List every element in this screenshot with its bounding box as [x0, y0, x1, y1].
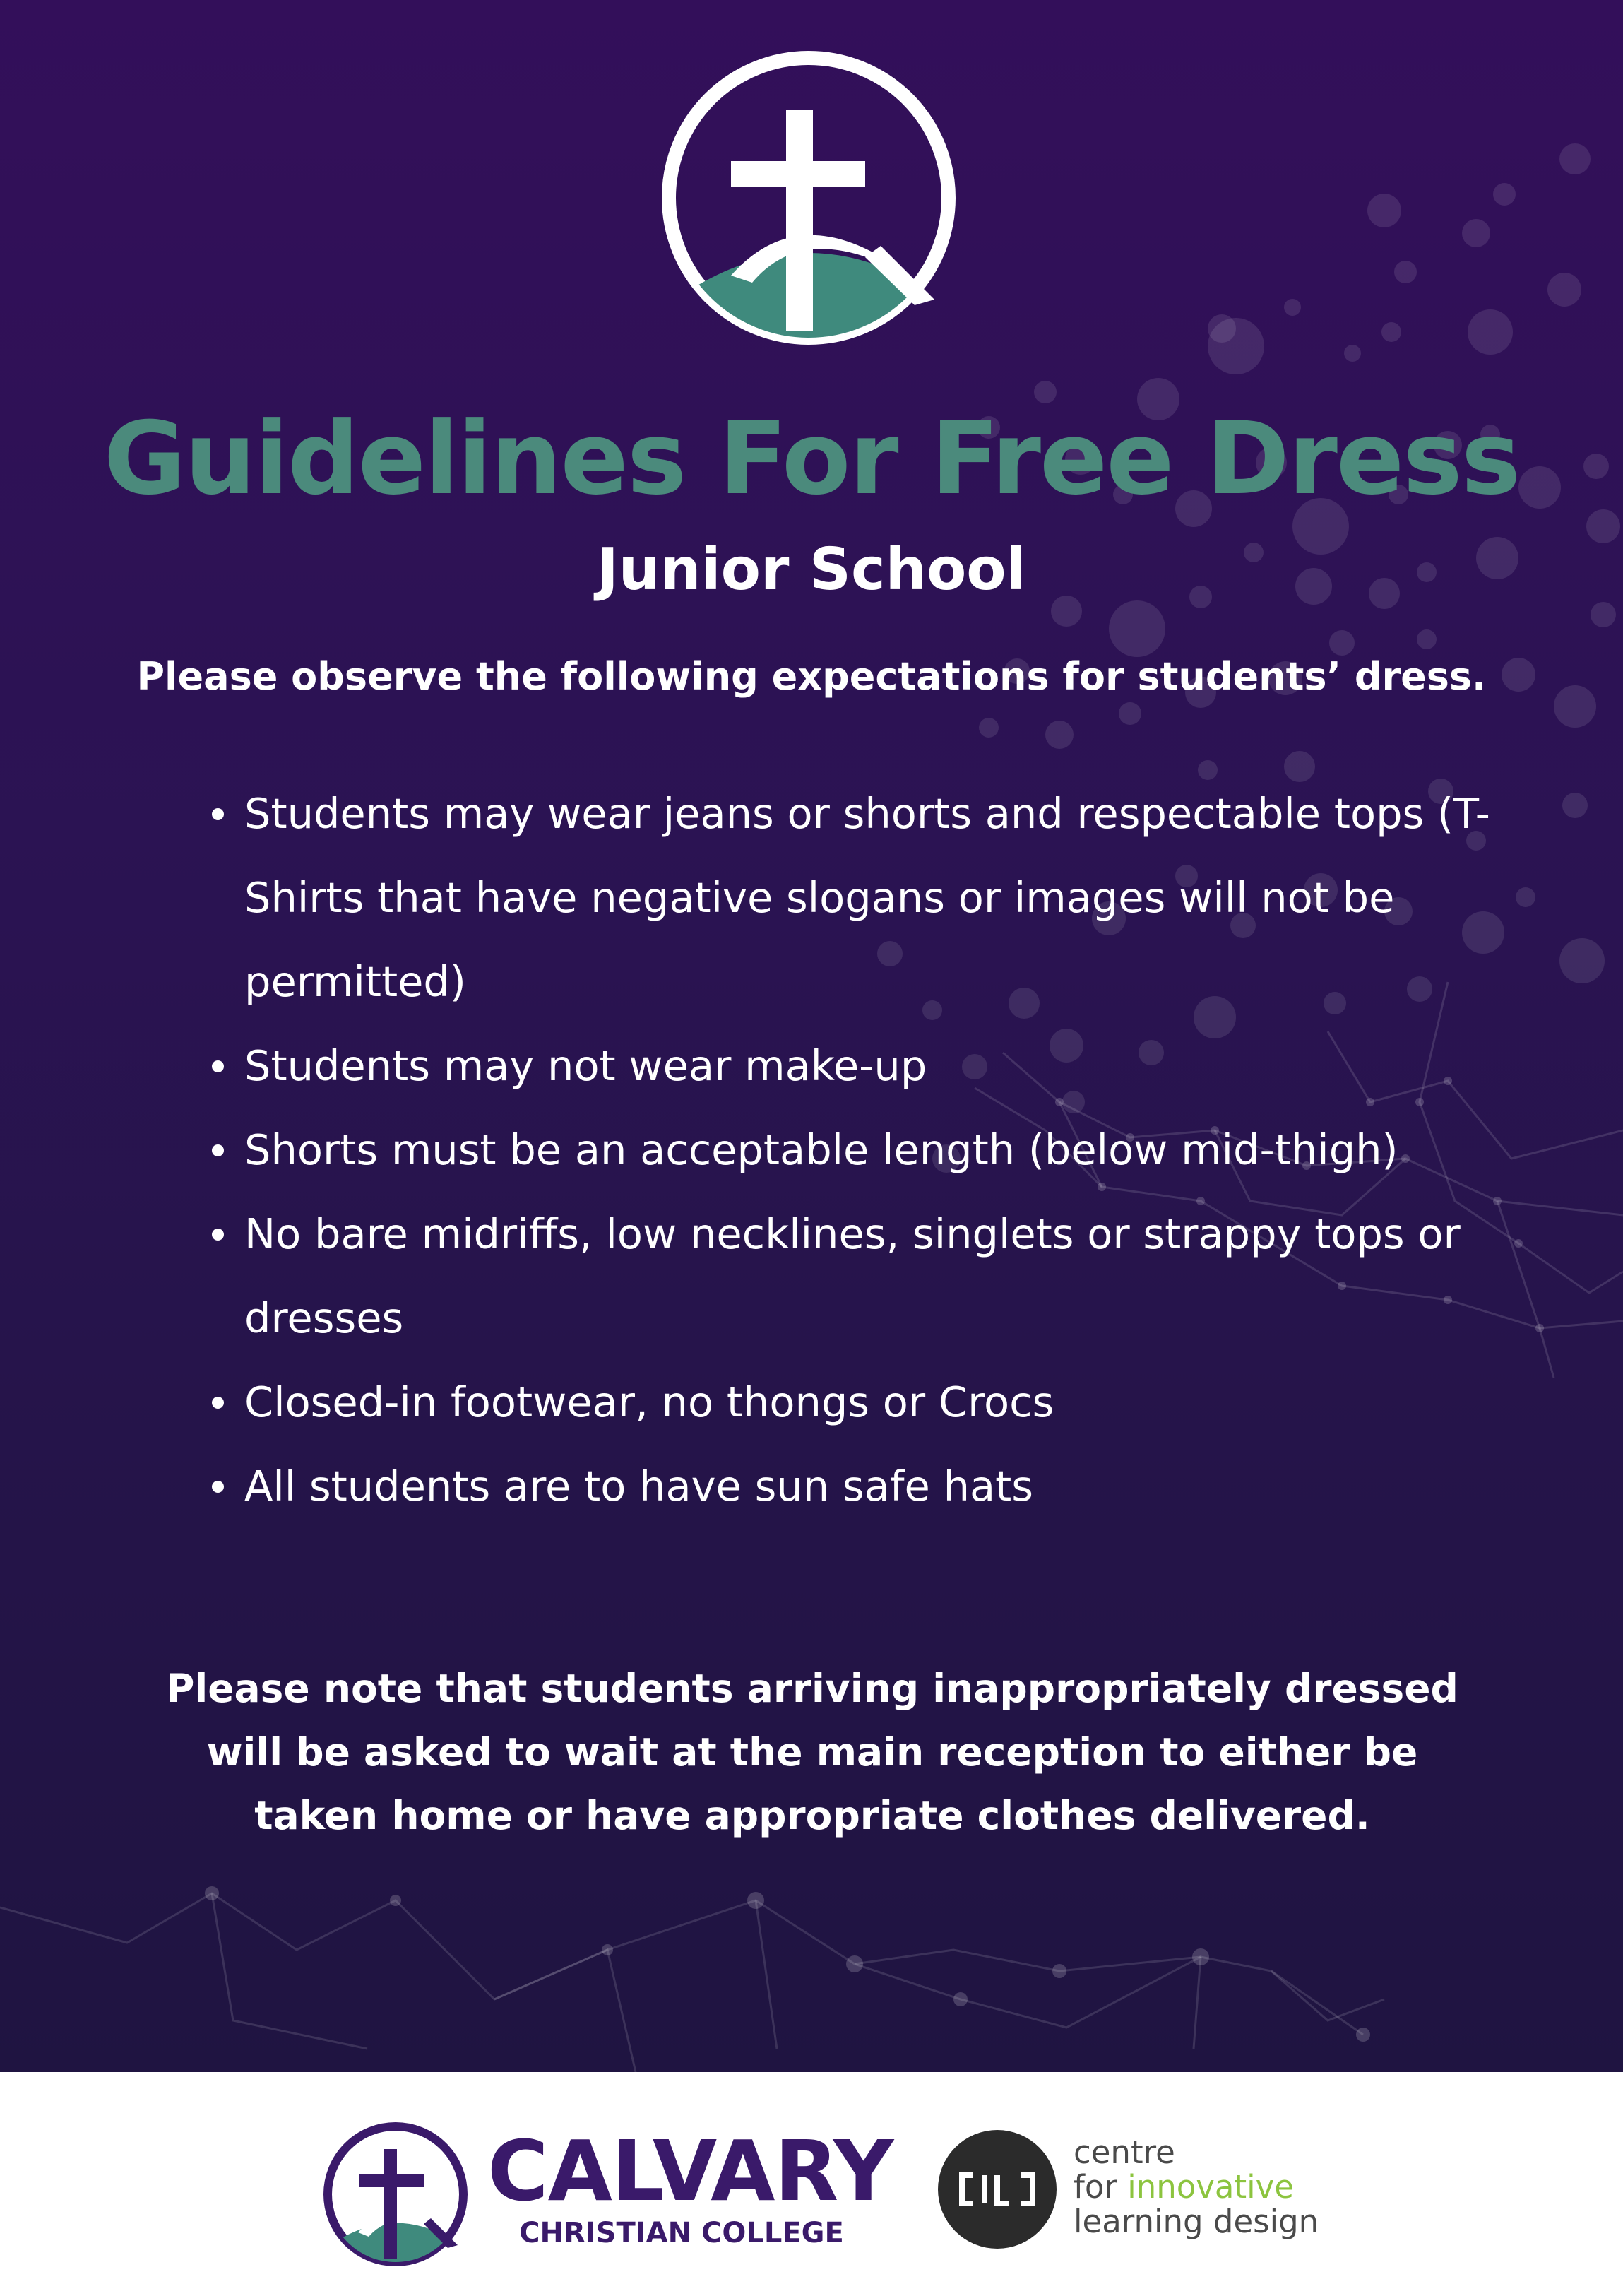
page-title: Guidelines For Free Dress [103, 401, 1520, 517]
cild-line-innovative: for innovative [1074, 2168, 1294, 2206]
cild-logo-text [1074, 2135, 1370, 2239]
list-item: No bare midriffs, low necklines, singlets or strappy tops or dresses [244, 1192, 1537, 1360]
cild-mark-icon [938, 2130, 1057, 2249]
closing-note: Please note that students arriving inappropriately dressed will be asked to wait at the main reception to either be taken home or have appropriate clothes delivered. [166, 1666, 1458, 1838]
cild-line-learning: learning design [1074, 2203, 1319, 2240]
intro-text: Please observe the following expectations for students’ dress. [136, 654, 1487, 699]
calvary-logo-subtitle: CHRISTIAN COLLEGE [519, 2217, 844, 2249]
calvary-logo-name: CALVARY [487, 2122, 893, 2220]
list-item: All students are to have sun safe hats [244, 1444, 1537, 1528]
list-item: Shorts must be an acceptable length (below mid-thigh) [244, 1108, 1537, 1192]
list-item: Students may wear jeans or shorts and respectable tops (T-Shirts that have negative slogans or images will not be permitted) [244, 771, 1537, 1024]
cild-line-centre: centre [1074, 2134, 1175, 2171]
college-emblem-logo [653, 48, 964, 352]
list-item: Students may not wear make-up [244, 1024, 1537, 1108]
cild-logo-badge [938, 2130, 1057, 2249]
dress-rules-list [212, 771, 1537, 1528]
calvary-emblem-icon [319, 2119, 473, 2269]
list-item: Closed-in footwear, no thongs or Crocs [244, 1360, 1537, 1444]
page-subtitle: Junior School [597, 536, 1026, 603]
